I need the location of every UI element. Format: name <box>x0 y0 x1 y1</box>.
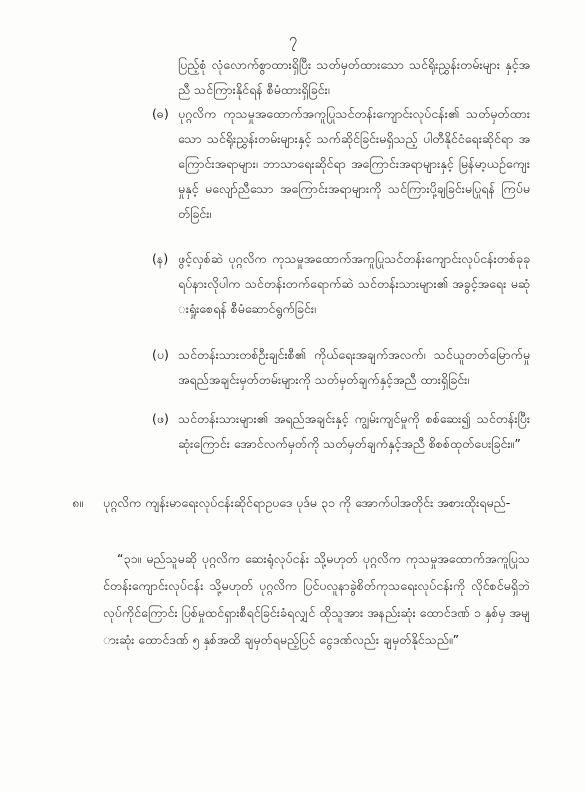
page-number: ၇ <box>288 30 298 48</box>
clause-text: သင်တန်းသားများ၏ အရည်အချင်းနှင့် ကျွမ်းကျင်မှုကို စစ်ဆေး၍ သင်တန်းပြီးဆုံးကြောင်း အောင်လက်မှတ်ကို သတ်မှတ်ချက်နှင့်အညီ စိစစ်ထုတ်ပေးခြင်း။” <box>178 411 530 451</box>
section-marker: ၈။ <box>72 495 83 510</box>
quoted-amendment: “၃၁။ မည်သူမဆို ပုဂ္ဂလိက ဆေးရုံလုပ်ငန်း သို့မဟုတ် ပုဂ္ဂလိက ကုသမှုအထောက်အကူပြုသင်တန်းကျောင်းလုပ်ငန်း သို့မဟုတ် ပုဂ္ဂလိက ပြင်ပလူနာခွဲစိတ်ကုသရေးလုပ်ငန်းကို လိုင်စင်မရှိဘဲ လုပ်ကိုင်ကြောင်း ပြစ်မှုထင်ရှားစီရင်ခြင်းခံရလျှင် ထိုသူအား အနည်းဆုံး ထောင်ဒဏ် ၁ နှစ်မှ အများဆုံး ထောင်ဒဏ် ၅ နှစ်အထိ ချမှတ်ရမည့်ပြင် ငွေဒဏ်လည်း ချမှတ်နိုင်သည်။” <box>103 551 530 647</box>
section-text: ပုဂ္ဂလိက ကျန်းမာရေးလုပ်ငန်းဆိုင်ရာဥပဒေ ပုဒ်မ ၃၁ ကို အောက်ပါအတိုင်း အစားထိုးရမည်- <box>103 495 511 510</box>
continuation-paragraph: ပြည့်စုံ လုံလောက်စွာထားရှိပြီး သတ်မှတ်ထားသော သင်ရိုးညွှန်းတမ်းများ နှင့်အညီ သင်ကြားနိုင်ရန် စီမံထားရှိခြင်း၊ <box>178 57 530 97</box>
clause-text: သင်တန်းသားတစ်ဦးချင်းစီ၏ ကိုယ်ရေးအချက်အလက်၊ သင်ယူတတ်မြောက်မှု အရည်အချင်းမှတ်တမ်းများကို သတ်မှတ်ချက်နှင့်အညီ ထားရှိခြင်း၊ <box>178 347 530 387</box>
clause-marker: (ဖ) <box>152 411 169 426</box>
clause-text: ဖွင့်လှစ်ဆဲ ပုဂ္ဂလိက ကုသမှုအထောက်အကူပြုသင်တန်းကျောင်းလုပ်ငန်းတစ်ခုခု ရပ်နားလိုပါက သင်တန်းတက်ရောက်ဆဲ သင်တန်းသားများ၏ အခွင့်အရေး မဆုံးရှုံးစေရန် စီမံဆောင်ရွက်ခြင်း၊ <box>178 251 530 316</box>
clause-text: ပုဂ္ဂလိက ကုသမှုအထောက်အကူပြုသင်တန်းကျောင်းလုပ်ငန်း၏ သတ်မှတ်ထားသော သင်ရိုးညွှန်းတမ်းများနှင့် သက်ဆိုင်ခြင်းမရှိသည့် ပါတီနိုင်ငံရေးဆိုင်ရာ အကြောင်းအရာများ၊ ဘာသာရေးဆိုင်ရာ အကြောင်းအရာများနှင့် မြန်မာ့ယဉ်ကျေးမှုနှင့် မလျော်ညီသော အကြောင်းအရာများကို သင်ကြားပို့ချခြင်းမပြုရန် ကြပ်မတ်ခြင်း၊ <box>178 106 530 221</box>
clause-marker: (န) <box>152 251 169 266</box>
clause-marker: (ပ) <box>152 347 169 362</box>
clause-marker: (ဓ) <box>152 106 169 121</box>
